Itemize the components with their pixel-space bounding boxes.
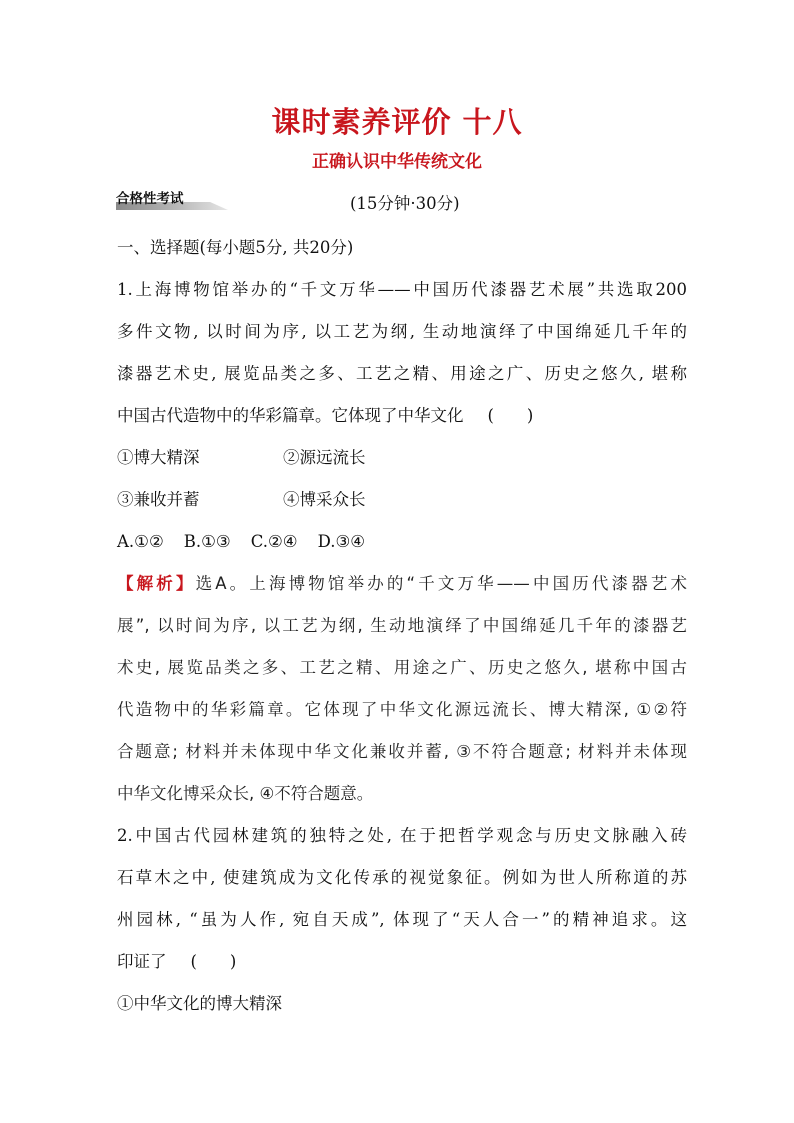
badge-label: 合格性考试 [116, 191, 184, 207]
q1-option-row-1 [117, 437, 687, 479]
q2-option-1: ①中华文化的博大精深 [117, 994, 282, 1013]
choice-c: C.②④ [250, 532, 298, 551]
q1-option-1: ①博大精深 [117, 448, 200, 467]
q2-line-4-text: 印证了 [117, 952, 167, 971]
q1-line-2: 多件文物, 以时间为序, 以工艺为纲, 生动地演绎了中国绵延几千年的 [117, 322, 687, 341]
time-score-info: (15分钟·30分) [350, 194, 460, 213]
q1-line-4-text: 中国古代造物中的华彩篇章。它体现了中华文化 [117, 406, 464, 425]
q1-option-row-2 [117, 479, 687, 521]
question-1 [117, 269, 687, 815]
page-title: 课时素养评价 十八 [271, 105, 523, 139]
question-2 [117, 815, 687, 1025]
q2-line-4 [117, 941, 687, 983]
q1-line-4 [117, 395, 687, 437]
q1-option-2: ②源远流长 [283, 448, 366, 467]
analysis-line-5: 合题意; 材料并未体现中华文化兼收并蓄, ③不符合题意; 材料并未体现 [117, 742, 687, 761]
analysis-line-1-text: 选A。上海博物馆举办的“千文万华——中国历代漆器艺术 [195, 574, 687, 593]
q2-line-1: 2.中国古代园林建筑的独特之处, 在于把哲学观念与历史文脉融入砖 [117, 826, 687, 845]
q1-choices [117, 521, 687, 563]
section-heading: 一、选择题(每小题5分, 共20分) [117, 238, 354, 257]
exam-level-badge [116, 190, 228, 210]
q1-line-3: 漆器艺术史, 展览品类之多、工艺之精、用途之广、历史之悠久, 堪称 [117, 364, 687, 383]
q2-answer-blank: ( ) [190, 952, 237, 971]
content-body [117, 227, 687, 1025]
analysis-line-3: 术史, 展览品类之多、工艺之精、用途之广、历史之悠久, 堪称中国古 [117, 658, 687, 677]
analysis-tag: 【解析】 [117, 574, 196, 593]
analysis-line-1 [117, 563, 687, 605]
choice-b: B.①③ [183, 532, 231, 551]
q1-analysis [117, 563, 687, 815]
q1-line-1: 1.上海博物馆举办的“千文万华——中国历代漆器艺术展”共选取200 [117, 280, 687, 299]
q2-line-3: 州园林, “虽为人作, 宛自天成”, 体现了“天人合一”的精神追求。这 [117, 910, 687, 929]
page-subtitle: 正确认识中华传统文化 [312, 152, 482, 172]
choice-a: A.①② [117, 532, 164, 551]
q1-option-3: ③兼收并蓄 [117, 490, 200, 509]
analysis-line-4: 代造物中的华彩篇章。它体现了中华文化源远流长、博大精深, ①②符 [117, 700, 687, 719]
analysis-line-2: 展”, 以时间为序, 以工艺为纲, 生动地演绎了中国绵延几千年的漆器艺 [117, 616, 687, 635]
choice-d: D.③④ [317, 532, 366, 551]
q1-option-4: ④博采众长 [283, 490, 366, 509]
analysis-line-6: 中华文化博采众长, ④不符合题意。 [117, 784, 374, 803]
q1-answer-blank: ( ) [487, 406, 534, 425]
q2-line-2: 石草木之中, 使建筑成为文化传承的视觉象征。例如为世人所称道的苏 [117, 868, 687, 887]
